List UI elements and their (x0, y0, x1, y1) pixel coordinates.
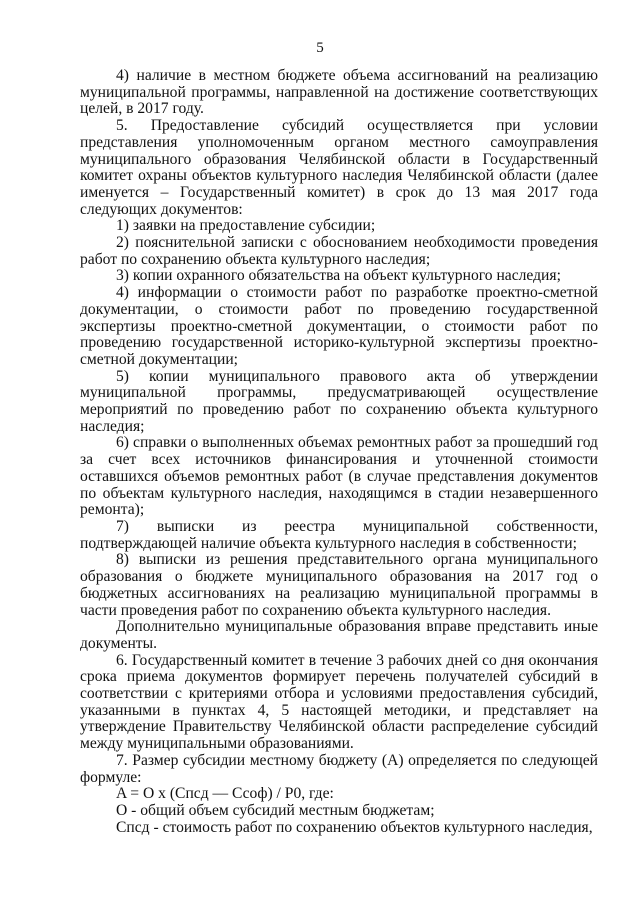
paragraph-additional-documents: Дополнительно муниципальные образования вправе представить иные документы. (80, 618, 598, 652)
list-item-4: 4) информации о стоимости работ по разработке проектно-сметной документации, о стоимости работ по проведению государственной экспертизы проектно-сметной документации, о стоимости работ по проведению государственной историко-культурной экспертизы проектно-сметной документации; (80, 284, 598, 368)
list-item-1: 1) заявки на предоставление субсидии; (116, 217, 376, 235)
formula: A = O x (Спсд — Ссоф) / P0, где: (116, 785, 334, 803)
list-item-7: 7) выписки из реестра муниципальной собственности, подтверждающей наличие объекта культурного наследия в собственности; (80, 517, 598, 552)
list-item-3: 3) копии охранного обязательства на объект культурного наследия; (116, 267, 561, 285)
page-number: 5 (316, 40, 324, 56)
formula-definition-spsd: Спсд - стоимость работ по сохранению объектов культурного наследия, (116, 818, 593, 836)
paragraph-section-6: 6. Государственный комитет в течение 3 рабочих дней со дня окончания срока приема документов формирует перечень получателей субсидий в соответствии с критериями отбора и условиями предоставления субсидий, указанными в пунктах 4, 5 настоящей методики, и представляет на утверждение Правительству Челябинской области распределение субсидий между муниципальными образованиями. (80, 651, 598, 753)
list-item-2: 2) пояснительной записки с обоснованием необходимости проведения работ по сохранению объекта культурного наследия; (80, 234, 598, 268)
formula-definition-o: O - общий объем субсидий местным бюджетам; (116, 801, 435, 819)
paragraph-item-4-budget: 4) наличие в местном бюджете объема ассигнований на реализацию муниципальной программы, направленной на достижение соответствующих целей, в 2017 году. (80, 67, 598, 118)
paragraph-section-7: 7. Размер субсидии местному бюджету (А) определяется по следующей формуле: (80, 751, 598, 786)
list-item-5: 5) копии муниципального правового акта об утверждении муниципальной программы, предусматривающей осуществление мероприятий по проведению работ по сохранению объекта культурного наследия; (80, 367, 598, 435)
paragraph-section-5: 5. Предоставление субсидий осуществляется при условии представления уполномоченным органом местного самоуправления муниципального образования Челябинской области в Государственный комитет охраны объектов культурного наследия Челябинской области (далее именуется – Государственный комитет) в срок до 13 мая 2017 года следующих документов: (80, 117, 598, 218)
list-item-6: 6) справки о выполненных объемах ремонтных работ за прошедший год за счет всех источников финансирования и уточненной стоимости оставшихся объемов ремонтных работ (в случае представления документов по объектам культурного наследия, находящимся в стадии незавершенного ремонта); (80, 434, 598, 519)
document-body (80, 68, 598, 836)
list-item-8: 8) выписки из решения представительного органа муниципального образования о бюджете муниципального образования на 2017 год о бюджетных ассигнованиях на реализацию муниципальной программы в части проведения работ по сохранению объекта культурного наследия. (80, 551, 598, 619)
